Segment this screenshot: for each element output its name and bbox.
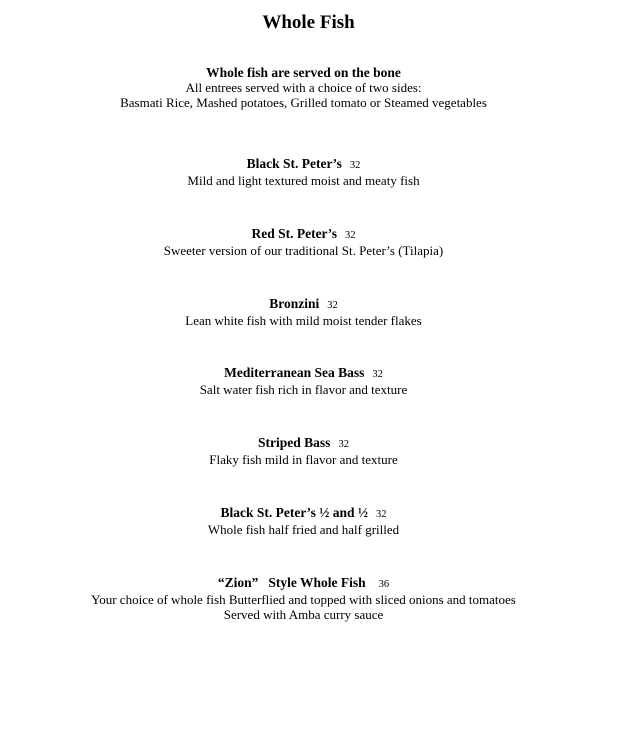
item-name: Mediterranean Sea Bass [224,365,365,380]
item-description: Sweeter version of our traditional St. Peter’s (Tilapia) [163,243,444,258]
item-name-part-style: Style Whole Fish [268,575,366,590]
page-title: Whole Fish [262,12,355,33]
intro-line-side-options: Basmati Rice, Mashed potatoes, Grilled tomato or Steamed vegetables [120,95,487,110]
intro-section [0,65,607,110]
item-price: 32 [345,230,356,241]
item-description-sauce: Served with Amba curry sauce [223,607,384,622]
intro-line-sides: All entrees served with a choice of two sides: [185,80,422,95]
item-name: Black St. Peter’s [246,156,342,171]
item-description: Whole fish half fried and half grilled [207,522,400,537]
intro-heading: Whole fish are served on the bone [206,65,401,80]
item-price: 32 [327,300,338,311]
menu-item-bronzini [0,296,607,328]
item-price: 32 [338,439,349,450]
item-name: Red St. Peter’s [251,226,338,241]
item-description: Flaky fish mild in flavor and texture [209,452,398,467]
item-name: Striped Bass [258,435,331,450]
item-description: Salt water fish rich in flavor and texture [199,382,408,397]
menu-item-striped-bass [0,435,607,467]
item-description: Your choice of whole fish Butterflied and topped with sliced onions and tomatoes [91,592,516,607]
menu-item-red-st-peters [0,226,607,258]
item-name: Bronzini [269,296,320,311]
item-description: Lean white fish with mild moist tender flakes [185,313,422,328]
item-name [218,575,366,590]
item-price: 32 [376,509,387,520]
item-price: 32 [372,369,383,380]
menu-item-black-st-peters [0,156,607,188]
item-description: Mild and light textured moist and meaty fish [187,173,420,188]
item-name: Black St. Peter’s ½ and ½ [220,505,368,520]
menu-item-mediterranean-sea-bass [0,365,607,397]
item-name-part-zion: “Zion” [217,575,259,590]
menu-item-zion-style-whole-fish [0,575,607,622]
menu-item-black-st-peters-half-and-half [0,505,607,537]
item-price: 32 [349,160,361,171]
item-price: 36 [378,579,390,590]
